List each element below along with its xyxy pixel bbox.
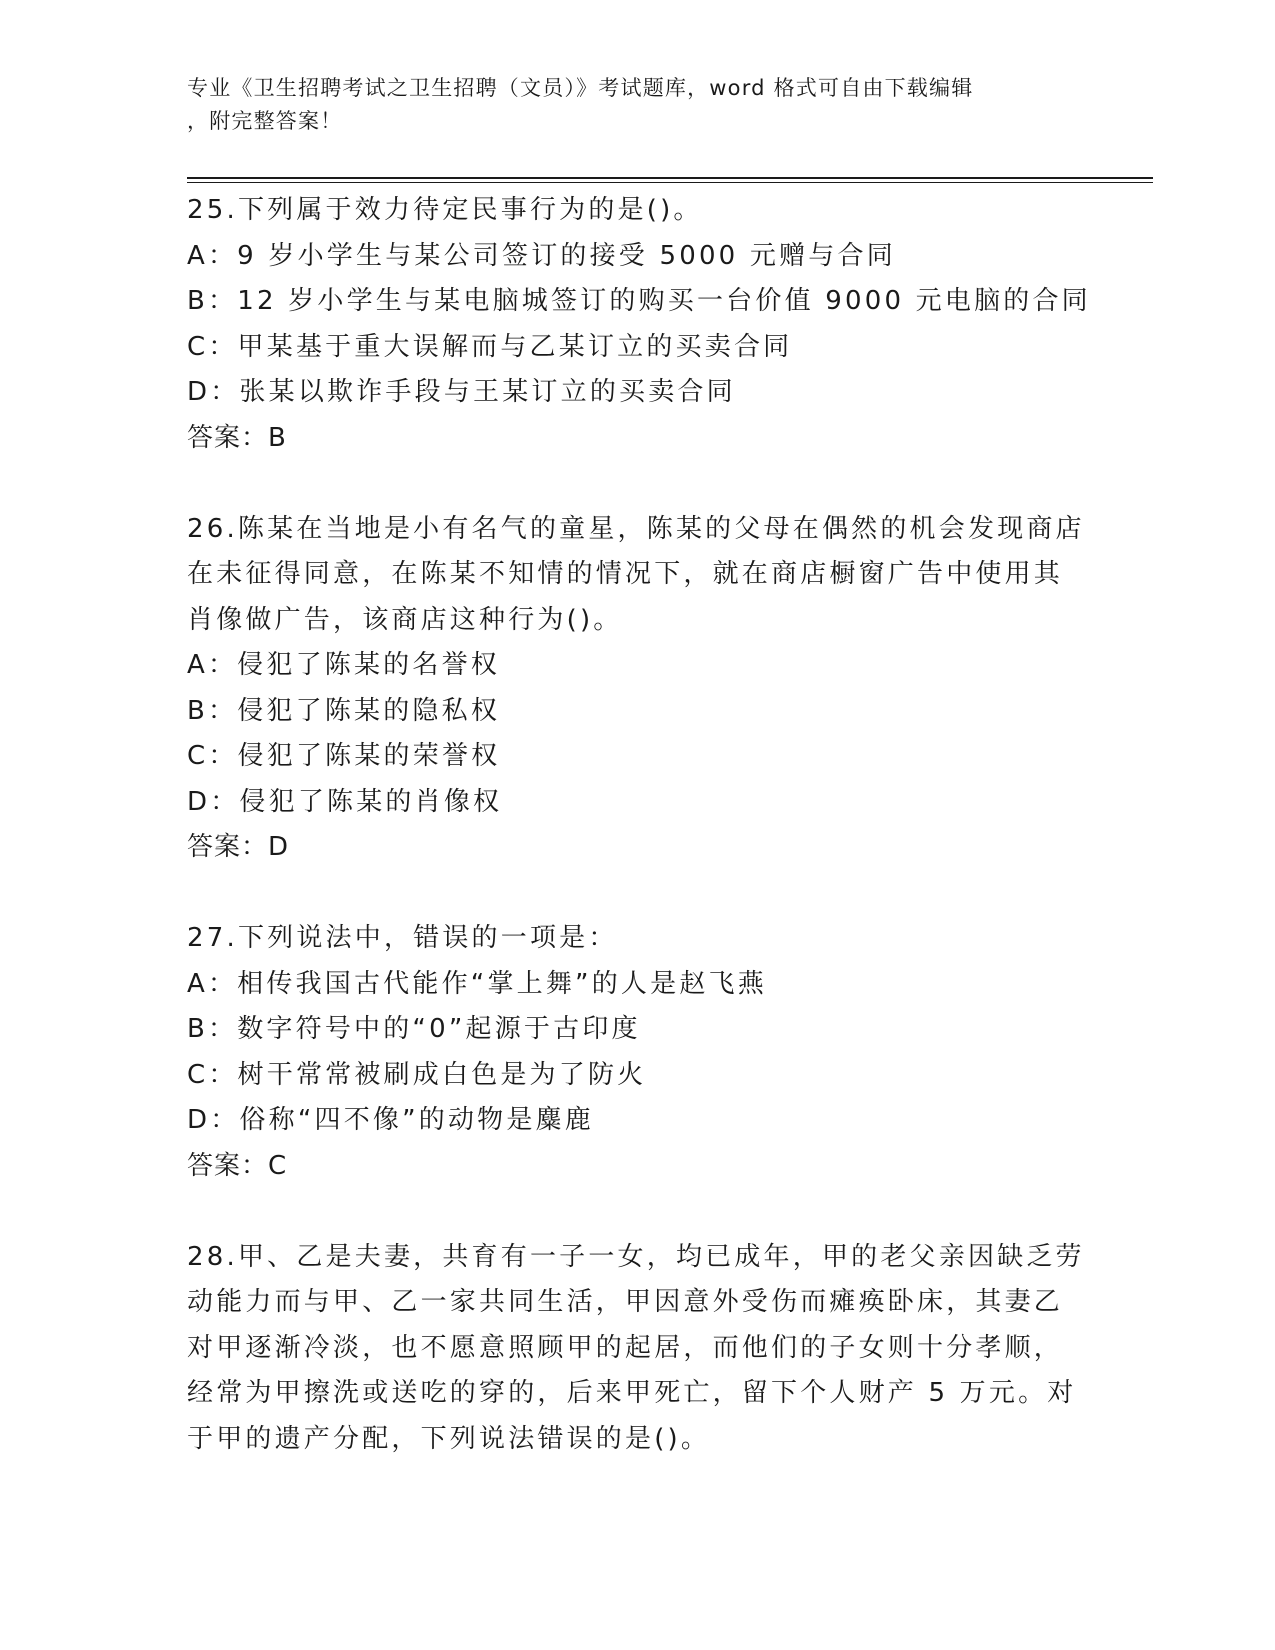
question-stem-line-4: 经常为甲擦洗或送吃的穿的，后来甲死亡，留下个人财产 5 万元。对 xyxy=(187,1378,1077,1408)
option-c: C：树干常常被刷成白色是为了防火 xyxy=(187,1059,647,1090)
question-stem-line-3: 对甲逐渐冷淡，也不愿意照顾甲的起居，而他们的子女则十分孝顺， xyxy=(187,1332,1064,1363)
question-stem-line-2: 在未征得同意，在陈某不知情的情况下，就在商店橱窗广告中使用其 xyxy=(187,559,1064,589)
question-stem-line-1: 28.甲、乙是夫妻，共育有一子一女，均已成年，甲的老父亲因缺乏劳 xyxy=(187,1241,1085,1272)
question-list xyxy=(187,188,1091,1508)
answer: 答案：C xyxy=(187,1150,288,1181)
question-26 xyxy=(187,507,1087,871)
option-b: B：侵犯了陈某的隐私权 xyxy=(187,695,501,726)
option-a: A：相传我国古代能作“掌上舞”的人是赵飞燕 xyxy=(187,968,767,999)
header-divider-thick xyxy=(187,177,1153,179)
document-header xyxy=(187,72,1067,138)
answer: 答案：D xyxy=(187,832,290,862)
question-stem-line-5: 于甲的遗产分配，下列说法错误的是()。 xyxy=(187,1423,711,1454)
option-c: C：侵犯了陈某的荣誉权 xyxy=(187,741,501,771)
header-line-2: ，附完整答案！ xyxy=(187,109,343,133)
question-stem-line-1: 26.陈某在当地是小有名气的童星，陈某的父母在偶然的机会发现商店 xyxy=(187,513,1085,544)
question-stem-line-2: 动能力而与甲、乙一家共同生活，甲因意外受伤而瘫痪卧床，其妻乙 xyxy=(187,1287,1064,1317)
question-stem-line-3: 肖像做广告，该商店这种行为()。 xyxy=(187,604,623,635)
question-25 xyxy=(187,188,1091,461)
header-line-1: 专业《卫生招聘考试之卫生招聘（文员）》考试题库，word 格式可自由下载编辑 xyxy=(187,76,974,100)
question-stem: 27.下列说法中，错误的一项是： xyxy=(187,923,618,953)
option-a: A：侵犯了陈某的名誉权 xyxy=(187,650,500,680)
question-stem: 25.下列属于效力待定民事行为的是()。 xyxy=(187,195,703,225)
question-27 xyxy=(187,916,1087,1189)
option-d: D：张某以欺诈手段与王某订立的买卖合同 xyxy=(187,377,736,407)
option-b: B：12 岁小学生与某电脑城签订的购买一台价值 9000 元电脑的合同 xyxy=(187,286,1091,316)
answer: 答案：B xyxy=(187,422,287,453)
option-a: A：9 岁小学生与某公司签订的接受 5000 元赠与合同 xyxy=(187,240,896,271)
option-b: B：数字符号中的“0”起源于古印度 xyxy=(187,1014,641,1044)
header-divider-thin xyxy=(187,182,1153,183)
option-d: D：俗称“四不像”的动物是麋鹿 xyxy=(187,1105,594,1135)
option-c: C：甲某基于重大误解而与乙某订立的买卖合同 xyxy=(187,331,793,362)
option-d: D：侵犯了陈某的肖像权 xyxy=(187,786,503,817)
question-28 xyxy=(187,1235,1087,1463)
